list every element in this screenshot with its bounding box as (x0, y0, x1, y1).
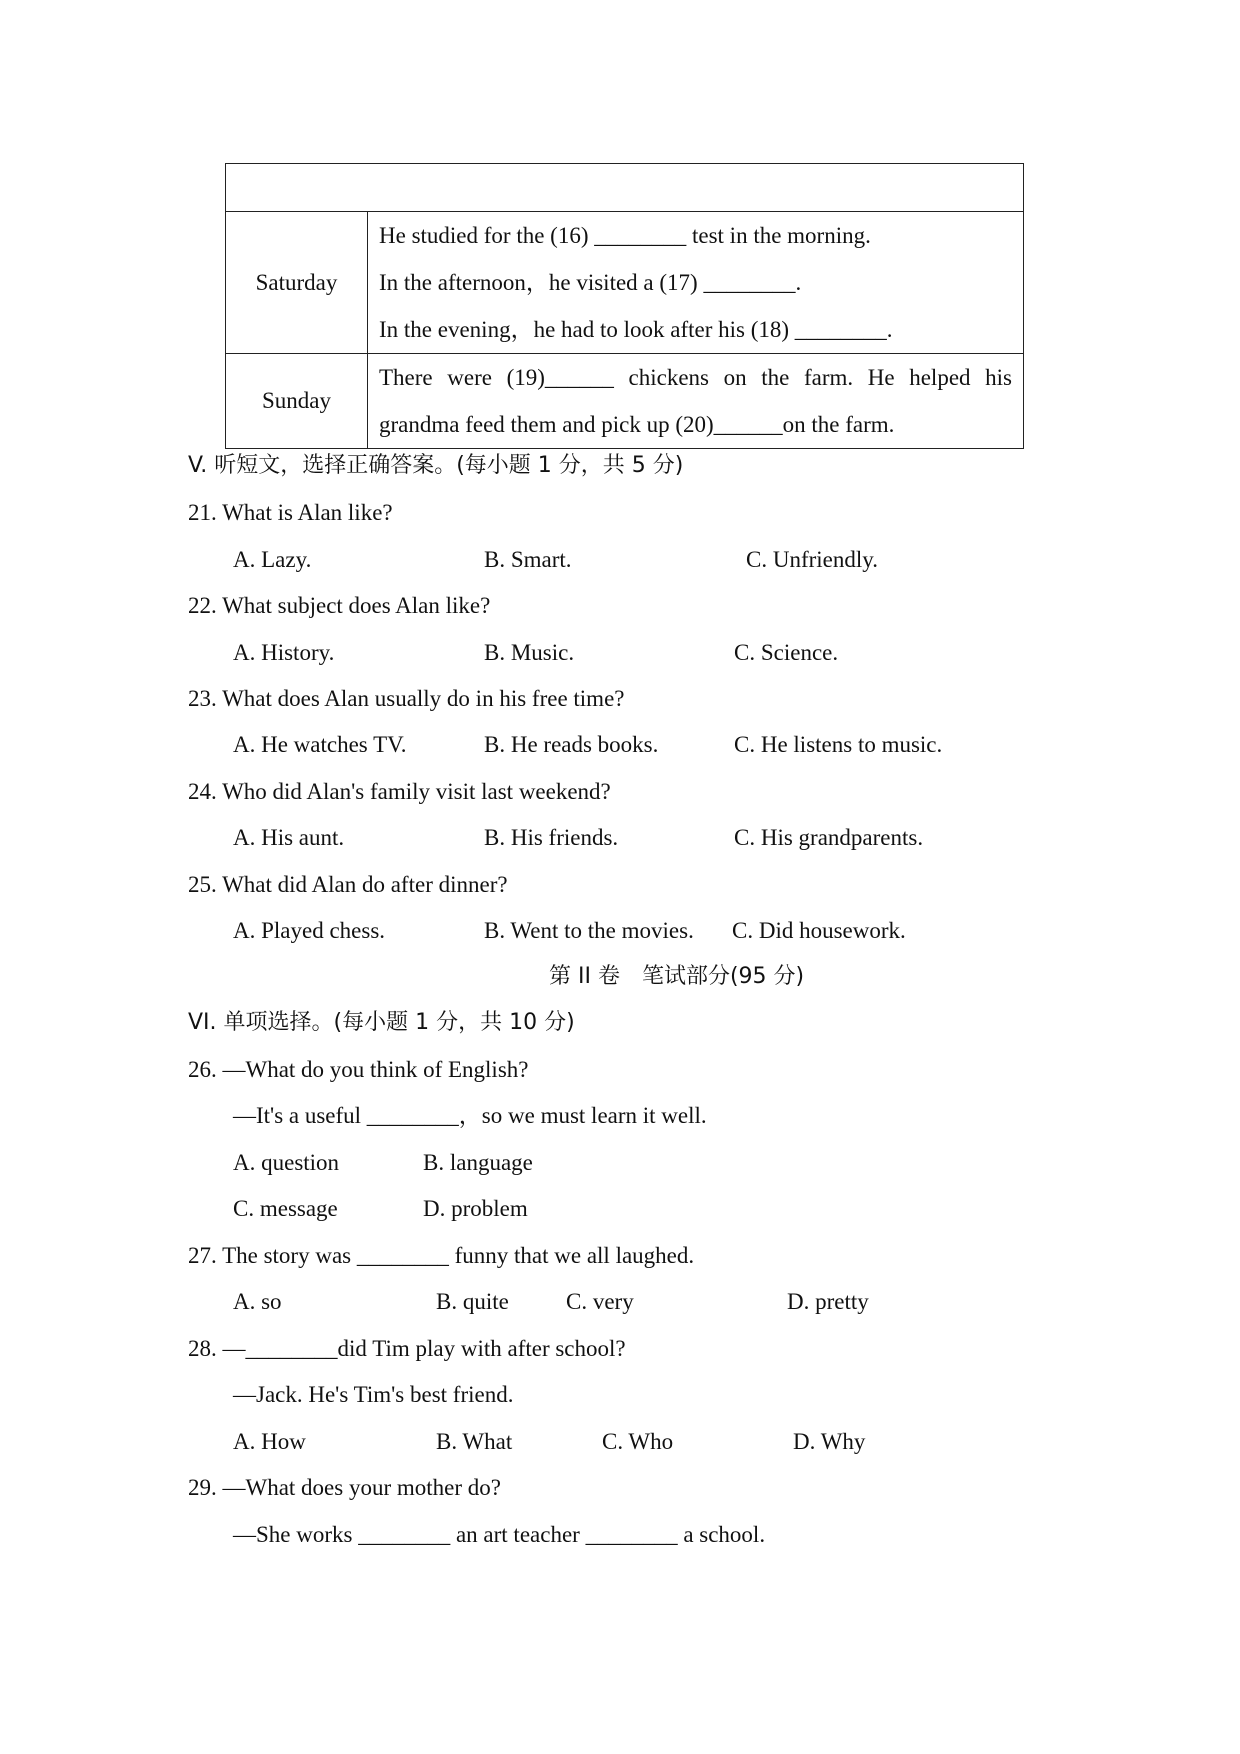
option: C. His grandparents. (734, 825, 924, 850)
option: C. Unfriendly. (746, 547, 879, 572)
option: A. so (233, 1289, 282, 1314)
option: C. Who (602, 1429, 674, 1454)
option: C. Science. (734, 640, 839, 665)
option: B. Smart. (484, 547, 572, 572)
question-26-reply: —It's a useful ________，so we must learn it well. (233, 1103, 707, 1128)
question-28-reply: —Jack. He's Tim's best friend. (233, 1382, 514, 1407)
option: C. He listens to music. (734, 732, 943, 757)
option: C. message (233, 1196, 338, 1221)
content-cell (368, 212, 1024, 354)
option: C. very (566, 1289, 634, 1314)
table-header-cell (226, 164, 1024, 212)
option: D. Why (793, 1429, 866, 1454)
question-25: 25. What did Alan do after dinner? (188, 872, 508, 897)
option: B. Music. (484, 640, 575, 665)
question-26: 26. —What do you think of English? (188, 1057, 529, 1082)
option: B. He reads books. (484, 732, 659, 757)
table-line: There were (19)______ chickens on the farm. He helped his (379, 365, 1012, 390)
option: B. Went to the movies. (484, 918, 694, 943)
option: B. quite (436, 1289, 509, 1314)
option: B. What (436, 1429, 513, 1454)
table-header-row (226, 164, 1024, 212)
option: A. His aunt. (233, 825, 345, 850)
question-23: 23. What does Alan usually do in his free time? (188, 686, 625, 711)
option: D. problem (423, 1196, 528, 1221)
table-row-sunday (226, 354, 1024, 449)
question-21: 21. What is Alan like? (188, 500, 393, 525)
option: B. language (423, 1150, 533, 1175)
option: A. Lazy. (233, 547, 312, 572)
option: B. His friends. (484, 825, 619, 850)
option: A. History. (233, 640, 335, 665)
question-27: 27. The story was ________ funny that we all laughed. (188, 1243, 695, 1268)
table-line: He studied for the (16) ________ test in the morning. (379, 223, 871, 248)
question-28: 28. —________did Tim play with after school? (188, 1336, 626, 1361)
table-line: In the evening，he had to look after his (18) ________. (379, 317, 893, 342)
table-line: In the afternoon，he visited a (17) ________. (379, 270, 802, 295)
option: A. question (233, 1150, 340, 1175)
option: C. Did housework. (732, 918, 906, 943)
part-2-title: 第 II 卷 笔试部分(95 分) (549, 964, 805, 989)
content-cell (368, 354, 1024, 449)
reading-table (225, 163, 1024, 449)
question-29: 29. —What does your mother do? (188, 1475, 501, 1500)
day-cell: Sunday (226, 354, 368, 449)
option: A. Played chess. (233, 918, 386, 943)
option: A. He watches TV. (233, 732, 407, 757)
option: D. pretty (787, 1289, 869, 1314)
table-line: grandma feed them and pick up (20)______on the farm. (379, 412, 895, 437)
question-24: 24. Who did Alan's family visit last weekend? (188, 779, 611, 804)
day-cell: Saturday (226, 212, 368, 354)
section-6-title: VI. 单项选择。(每小题 1 分，共 10 分) (188, 1010, 575, 1035)
option: A. How (233, 1429, 306, 1454)
schedule-table (225, 163, 1024, 449)
question-29-reply: —She works ________ an art teacher ________ a school. (233, 1522, 766, 1547)
section-5-title: V. 听短文，选择正确答案。(每小题 1 分，共 5 分) (188, 453, 684, 478)
question-22: 22. What subject does Alan like? (188, 593, 491, 618)
table-row-saturday (226, 212, 1024, 354)
